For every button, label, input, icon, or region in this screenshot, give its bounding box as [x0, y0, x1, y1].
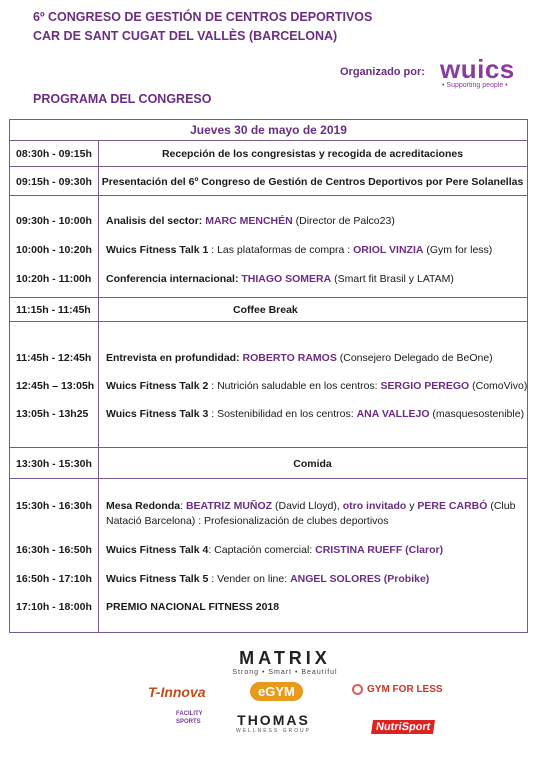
congress-title-line1: 6º CONGRESO DE GESTIÓN DE CENTROS DEPORTIVOS: [33, 10, 373, 24]
row-text: Conferencia internacional: THIAGO SOMERA (Smart fit Brasil y LATAM): [106, 273, 454, 285]
row-text: Comida: [293, 458, 332, 470]
matrix-logo: [220, 648, 350, 676]
date-label: Jueves 30 de mayo de 2019: [190, 123, 347, 137]
row-time: 08:30h - 09:15h: [16, 148, 92, 160]
table-row: [10, 322, 527, 448]
row-time: 10:00h - 10:20h: [16, 244, 92, 256]
row-time: 13:30h - 15:30h: [16, 458, 92, 470]
matrix-logo-text: MATRIX: [239, 648, 331, 668]
row-time: 16:30h - 16:50h: [16, 544, 92, 556]
tinnova-logo: T-Innova: [148, 684, 206, 700]
program-title: PROGRAMA DEL CONGRESO: [33, 92, 212, 106]
matrix-logo-sub: Strong • Smart • Beautiful: [232, 669, 338, 676]
row-text: Recepción de los congresistas y recogida de acreditaciones: [161, 148, 464, 160]
row-time: 16:50h - 17:10h: [16, 573, 92, 585]
row-time: 15:30h - 16:30h: [16, 500, 92, 512]
organized-by-label: Organizado por:: [340, 66, 425, 78]
row-time: 17:10h - 18:00h: [16, 601, 92, 613]
thomas-logo: [236, 712, 311, 734]
row-text: Wuics Fitness Talk 1 : Las plataformas de compra : ORIOL VINZIA (Gym for less): [106, 244, 493, 256]
row-text: Entrevista en profundidad: ROBERTO RAMOS (Consejero Delegado de BeOne): [106, 352, 493, 364]
row-text: PREMIO NACIONAL FITNESS 2018: [106, 601, 280, 613]
row-text: Wuics Fitness Talk 5 : Vender on line: ANGEL SOLORES (Probike): [106, 573, 430, 585]
table-row: [10, 479, 527, 632]
date-row: [10, 120, 527, 141]
wuics-logo-sub: • Supporting people •: [442, 82, 508, 89]
table-row: [10, 196, 527, 298]
row-text: Wuics Fitness Talk 4: Captación comercial: CRISTINA RUEFF (Claror): [106, 544, 444, 556]
row-text: Mesa Redonda: BEATRIZ MUÑOZ (David Lloyd), otro invitado y PERE CARBÓ (Club: [106, 500, 516, 512]
facility-sports-logo: FACILITY SPORTS: [176, 711, 203, 725]
row-time: 13:05h - 13h25: [16, 408, 89, 420]
row-text: Wuics Fitness Talk 3 : Sostenibilidad en los centros: ANA VALLEJO (masquesostenible): [106, 408, 525, 420]
row-time: 09:15h - 09:30h: [16, 176, 92, 188]
table-row: [10, 167, 527, 196]
row-time: 11:15h - 11:45h: [16, 304, 91, 316]
row-time: 12:45h – 13:05h: [16, 380, 95, 392]
table-row: [10, 141, 527, 167]
congress-title-line2: CAR DE SANT CUGAT DEL VALLÈS (BARCELONA): [33, 29, 338, 43]
row-text: Wuics Fitness Talk 2 : Nutrición saludable en los centros: SERGIO PEREGO (ComoVivo): [106, 380, 528, 392]
wuics-logo: [440, 56, 518, 89]
nutrisport-logo: NutriSport: [371, 720, 435, 734]
row-time: 09:30h - 10:00h: [16, 215, 92, 227]
row-text: Coffee Break: [233, 304, 298, 316]
row-text-continued: Natació Barcelona) : Profesionalización de clubes deportivos: [106, 515, 389, 527]
row-time: 11:45h - 12:45h: [16, 352, 92, 364]
egym-logo: eGYM: [250, 682, 303, 701]
row-text: Presentación del 6º Congreso de Gestión de Centros Deportivos por Pere Solanellas: [101, 176, 524, 188]
table-row: [10, 298, 527, 322]
congress-title: [33, 8, 372, 46]
program-table: [9, 119, 528, 633]
gymforless-icon: [352, 684, 363, 695]
wuics-logo-text: wuics: [440, 54, 515, 84]
table-row: [10, 448, 527, 479]
gymforless-logo: GYM FOR LESS: [352, 684, 443, 695]
thomas-logo-sub: WELLNESS GROUP: [236, 728, 311, 734]
row-text: Analisis del sector: MARC MENCHÉN (Director de Palco23): [106, 215, 395, 227]
row-time: 10:20h - 11:00h: [16, 273, 92, 285]
thomas-logo-text: THOMAS: [237, 712, 310, 728]
